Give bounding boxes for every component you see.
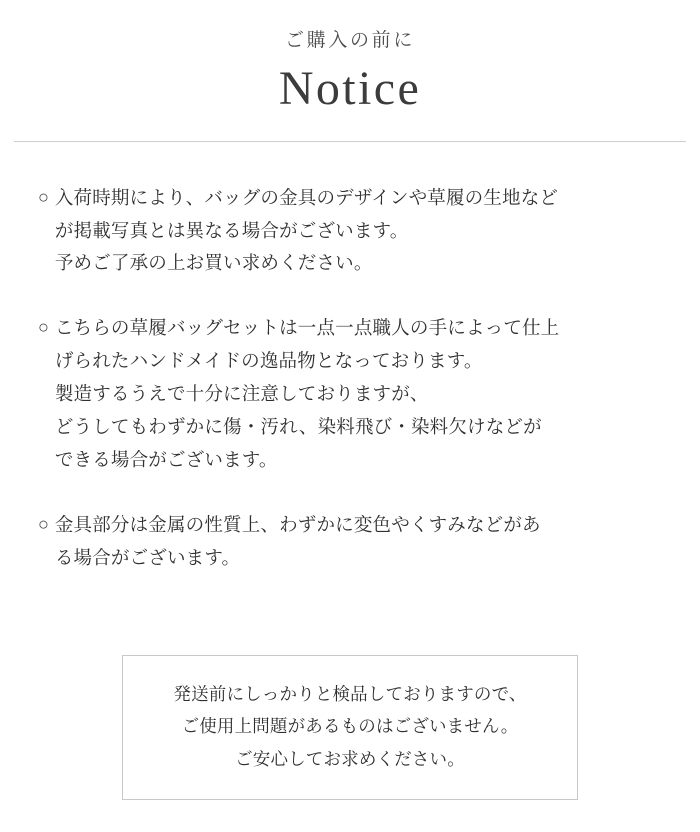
note-line: げられたハンドメイドの逸品物となっております。: [54, 350, 483, 372]
page-subtitle: ご購入の前に: [285, 30, 415, 51]
page-title: Notice: [278, 61, 422, 115]
bullet-circle-icon: ○: [38, 186, 49, 207]
callout-line: 発送前にしっかりと検品しておりますので、: [173, 684, 527, 704]
page-header: [0, 0, 700, 119]
note-line: る場合がございます。: [54, 546, 241, 568]
list-item: [38, 509, 670, 575]
note-body: [55, 509, 670, 575]
header-divider: [14, 141, 686, 142]
note-line: 予めご了承の上お買い求めください。: [54, 252, 373, 274]
bullet-circle-icon: ○: [38, 317, 49, 338]
note-line: 入荷時期により、バッグの金具のデザインや草履の生地など: [54, 186, 559, 208]
notes-list: [0, 182, 700, 575]
callout-line: ご使用上問題があるものはございません。: [181, 716, 519, 737]
note-line: 金具部分は金属の性質上、わずかに変色やくすみなどがあ: [54, 513, 541, 535]
callout-line: ご安心してお求めください。: [235, 748, 465, 769]
note-body: [55, 312, 670, 477]
note-body: [55, 182, 670, 281]
note-line: できる場合がございます。: [54, 449, 278, 471]
note-line: が掲載写真とは異なる場合がございます。: [54, 219, 409, 241]
note-line: こちらの草履バッグセットは一点一点職人の手によって仕上: [54, 317, 560, 339]
note-line: どうしてもわずかに傷・汚れ、染料飛び・染料欠けなどが: [54, 416, 542, 438]
bullet-circle-icon: ○: [38, 513, 49, 534]
list-item: [38, 182, 670, 281]
list-item: [38, 312, 670, 477]
assurance-callout: [122, 655, 578, 800]
note-line: 製造するうえで十分に注意しておりますが、: [54, 383, 429, 405]
